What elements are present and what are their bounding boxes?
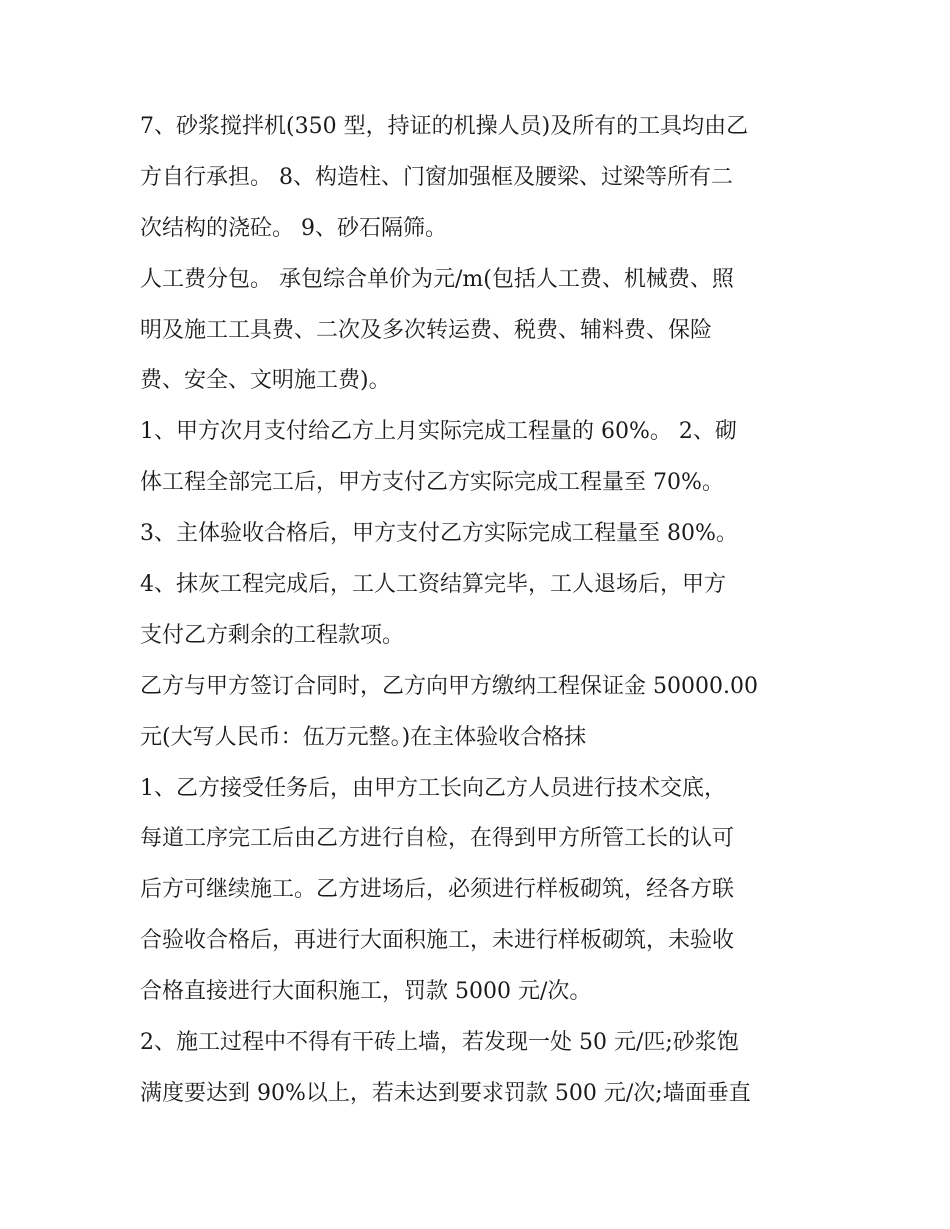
text-line: 支付乙方剩余的工程款项。 xyxy=(140,622,405,648)
text-line: 每道工序完工后由乙方进行自检，在得到甲方所管工长的认可 xyxy=(140,826,735,852)
text-line: 7、砂浆搅拌机(350 型，持证的机操人员)及所有的工具均由乙 xyxy=(140,114,749,139)
text-line: 乙方与甲方签订合同时，乙方向甲方缴纳工程保证金 50000.00 xyxy=(140,673,758,699)
text-line: 体工程全部完工后，甲方支付乙方实际完成工程量至 70%。 xyxy=(140,470,724,496)
text-line: 4、抹灰工程完成后，工人工资结算完毕，工人退场后，甲方 xyxy=(140,572,726,598)
text-line: 1、乙方接受任务后，由甲方工长向乙方人员进行技术交底， xyxy=(140,775,726,801)
document-body xyxy=(140,102,820,1120)
text-line: 2、施工过程中不得有干砖上墙，若发现一处 50 元/匹;砂浆饱 xyxy=(140,1030,739,1056)
text-line: 方自行承担。 8、构造柱、门窗加强框及腰梁、过梁等所有二 xyxy=(140,164,733,190)
text-line: 合验收合格后，再进行大面积施工，未进行样板砌筑，未验收 xyxy=(140,928,735,954)
text-line: 人工费分包。 承包综合单价为元/m(包括人工费、机械费、照 xyxy=(140,266,734,292)
text-line: 费、安全、文明施工费)。 xyxy=(140,368,391,394)
text-line: 满度要达到 90%以上，若未达到要求罚款 500 元/次;墙面垂直 xyxy=(140,1080,751,1106)
text-line: 次结构的浇砼。 9、砂石隔筛。 xyxy=(140,215,447,241)
text-line: 合格直接进行大面积施工，罚款 5000 元/次。 xyxy=(140,979,592,1005)
text-line: 元(大写人民币：伍万元整。)在主体验收合格抹 xyxy=(140,724,587,750)
text-line: 1、甲方次月支付给乙方上月实际完成工程量的 60%。 2、砌 xyxy=(140,419,737,445)
text-line: 明及施工工具费、二次及多次转运费、税费、辅料费、保险 xyxy=(140,317,713,343)
text-line: 后方可继续施工。乙方进场后，必须进行样板砌筑，经各方联 xyxy=(140,877,735,903)
text-line: 3、主体验收合格后，甲方支付乙方实际完成工程量至 80%。 xyxy=(140,521,738,547)
